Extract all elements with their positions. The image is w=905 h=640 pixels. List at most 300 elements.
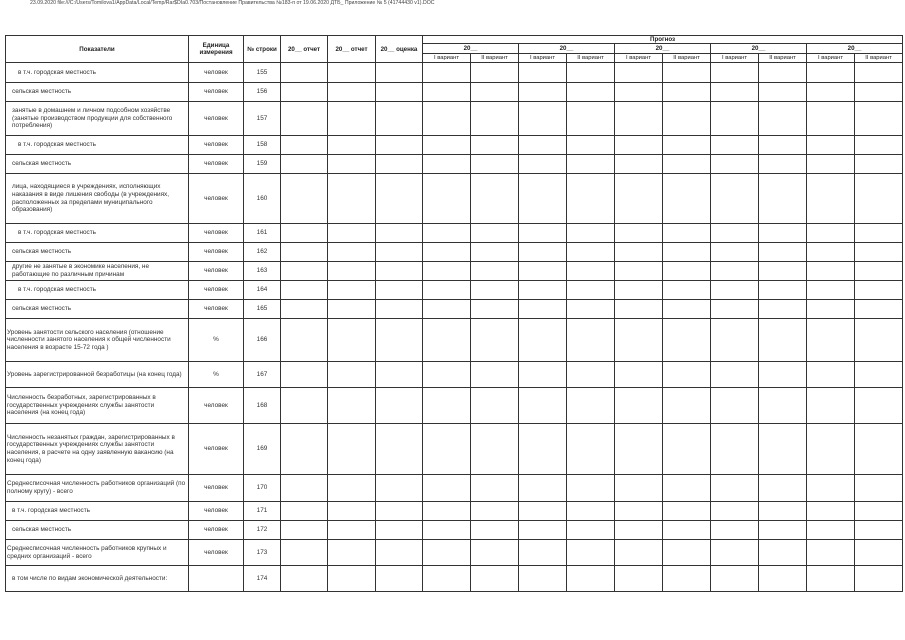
value-cell[interactable] <box>759 174 807 224</box>
value-cell[interactable] <box>663 224 711 243</box>
value-cell[interactable] <box>376 540 423 566</box>
value-cell[interactable] <box>663 243 711 262</box>
value-cell[interactable] <box>281 424 328 475</box>
row-line-number: 156 <box>244 83 281 102</box>
value-cell[interactable] <box>567 362 615 388</box>
value-cell[interactable] <box>855 475 903 502</box>
table-row <box>6 502 903 521</box>
value-cell[interactable] <box>376 102 423 136</box>
value-cell[interactable] <box>281 566 328 592</box>
value-cell[interactable] <box>519 475 567 502</box>
value-cell[interactable] <box>663 540 711 566</box>
value-cell[interactable] <box>423 388 471 424</box>
value-cell[interactable] <box>759 281 807 300</box>
value-cell[interactable] <box>519 63 567 83</box>
value-cell[interactable] <box>855 63 903 83</box>
row-line-number: 161 <box>244 224 281 243</box>
value-cell[interactable] <box>471 566 519 592</box>
value-cell[interactable] <box>376 262 423 281</box>
value-cell[interactable] <box>567 63 615 83</box>
value-cell[interactable] <box>807 262 855 281</box>
row-unit: человек <box>189 243 244 262</box>
value-cell[interactable] <box>328 540 376 566</box>
value-cell[interactable] <box>615 475 663 502</box>
value-cell[interactable] <box>615 388 663 424</box>
value-cell[interactable] <box>567 224 615 243</box>
value-cell[interactable] <box>663 521 711 540</box>
value-cell[interactable] <box>855 502 903 521</box>
value-cell[interactable] <box>807 281 855 300</box>
value-cell[interactable] <box>328 521 376 540</box>
value-cell[interactable] <box>519 319 567 362</box>
row-line-number: 164 <box>244 281 281 300</box>
value-cell[interactable] <box>759 566 807 592</box>
value-cell[interactable] <box>328 502 376 521</box>
row-unit: человек <box>189 224 244 243</box>
value-cell[interactable] <box>615 319 663 362</box>
value-cell[interactable] <box>855 362 903 388</box>
value-cell[interactable] <box>423 475 471 502</box>
value-cell[interactable] <box>711 174 759 224</box>
value-cell[interactable] <box>759 475 807 502</box>
value-cell[interactable] <box>759 102 807 136</box>
value-cell[interactable] <box>759 362 807 388</box>
value-cell[interactable] <box>376 319 423 362</box>
value-cell[interactable] <box>471 362 519 388</box>
value-cell[interactable] <box>519 540 567 566</box>
value-cell[interactable] <box>519 243 567 262</box>
value-cell[interactable] <box>711 521 759 540</box>
value-cell[interactable] <box>471 502 519 521</box>
value-cell[interactable] <box>807 566 855 592</box>
value-cell[interactable] <box>376 521 423 540</box>
value-cell[interactable] <box>711 155 759 174</box>
value-cell[interactable] <box>471 243 519 262</box>
value-cell[interactable] <box>328 174 376 224</box>
row-unit: человек <box>189 300 244 319</box>
row-unit: человек <box>189 424 244 475</box>
value-cell[interactable] <box>281 83 328 102</box>
value-cell[interactable] <box>423 502 471 521</box>
value-cell[interactable] <box>567 136 615 155</box>
value-cell[interactable] <box>759 388 807 424</box>
value-cell[interactable] <box>807 83 855 102</box>
value-cell[interactable] <box>663 83 711 102</box>
value-cell[interactable] <box>471 63 519 83</box>
value-cell[interactable] <box>423 319 471 362</box>
value-cell[interactable] <box>663 502 711 521</box>
table-row <box>6 362 903 388</box>
value-cell[interactable] <box>519 521 567 540</box>
value-cell[interactable] <box>711 262 759 281</box>
value-cell[interactable] <box>281 102 328 136</box>
value-cell[interactable] <box>328 102 376 136</box>
value-cell[interactable] <box>471 424 519 475</box>
value-cell[interactable] <box>663 174 711 224</box>
value-cell[interactable] <box>376 83 423 102</box>
value-cell[interactable] <box>423 102 471 136</box>
value-cell[interactable] <box>855 300 903 319</box>
value-cell[interactable] <box>519 362 567 388</box>
value-cell[interactable] <box>615 243 663 262</box>
header-report-2: 20__ отчет <box>328 36 376 63</box>
value-cell[interactable] <box>519 174 567 224</box>
value-cell[interactable] <box>471 224 519 243</box>
value-cell[interactable] <box>471 300 519 319</box>
value-cell[interactable] <box>711 281 759 300</box>
table-row <box>6 136 903 155</box>
value-cell[interactable] <box>519 424 567 475</box>
value-cell[interactable] <box>759 502 807 521</box>
value-cell[interactable] <box>759 224 807 243</box>
row-indicator-name: сельская местность <box>6 83 189 102</box>
row-line-number: 170 <box>244 475 281 502</box>
value-cell[interactable] <box>328 475 376 502</box>
header-variant-2: II вариант <box>471 54 519 63</box>
value-cell[interactable] <box>519 102 567 136</box>
value-cell[interactable] <box>711 136 759 155</box>
value-cell[interactable] <box>711 102 759 136</box>
value-cell[interactable] <box>711 424 759 475</box>
value-cell[interactable] <box>663 475 711 502</box>
row-indicator-name: Среднесписочная численность работников организаций (по полному кругу) - всего <box>6 475 189 502</box>
value-cell[interactable] <box>376 475 423 502</box>
value-cell[interactable] <box>615 521 663 540</box>
value-cell[interactable] <box>711 566 759 592</box>
value-cell[interactable] <box>855 155 903 174</box>
value-cell[interactable] <box>807 362 855 388</box>
value-cell[interactable] <box>471 102 519 136</box>
value-cell[interactable] <box>281 243 328 262</box>
value-cell[interactable] <box>567 155 615 174</box>
value-cell[interactable] <box>855 319 903 362</box>
value-cell[interactable] <box>663 319 711 362</box>
table-header <box>6 36 903 63</box>
value-cell[interactable] <box>567 566 615 592</box>
value-cell[interactable] <box>663 63 711 83</box>
table-row <box>6 424 903 475</box>
value-cell[interactable] <box>807 136 855 155</box>
value-cell[interactable] <box>376 388 423 424</box>
value-cell[interactable] <box>807 540 855 566</box>
value-cell[interactable] <box>471 319 519 362</box>
value-cell[interactable] <box>807 388 855 424</box>
value-cell[interactable] <box>711 540 759 566</box>
value-cell[interactable] <box>281 224 328 243</box>
value-cell[interactable] <box>423 155 471 174</box>
value-cell[interactable] <box>711 63 759 83</box>
value-cell[interactable] <box>423 424 471 475</box>
value-cell[interactable] <box>807 155 855 174</box>
value-cell[interactable] <box>615 174 663 224</box>
value-cell[interactable] <box>471 174 519 224</box>
value-cell[interactable] <box>519 502 567 521</box>
value-cell[interactable] <box>615 83 663 102</box>
value-cell[interactable] <box>519 136 567 155</box>
value-cell[interactable] <box>615 566 663 592</box>
value-cell[interactable] <box>855 388 903 424</box>
value-cell[interactable] <box>281 300 328 319</box>
value-cell[interactable] <box>376 566 423 592</box>
value-cell[interactable] <box>855 521 903 540</box>
value-cell[interactable] <box>423 281 471 300</box>
value-cell[interactable] <box>759 424 807 475</box>
value-cell[interactable] <box>281 174 328 224</box>
value-cell[interactable] <box>471 281 519 300</box>
value-cell[interactable] <box>663 136 711 155</box>
value-cell[interactable] <box>615 424 663 475</box>
value-cell[interactable] <box>807 224 855 243</box>
value-cell[interactable] <box>471 521 519 540</box>
value-cell[interactable] <box>423 362 471 388</box>
value-cell[interactable] <box>855 566 903 592</box>
value-cell[interactable] <box>807 475 855 502</box>
value-cell[interactable] <box>376 174 423 224</box>
value-cell[interactable] <box>663 424 711 475</box>
value-cell[interactable] <box>663 388 711 424</box>
value-cell[interactable] <box>423 243 471 262</box>
value-cell[interactable] <box>281 262 328 281</box>
value-cell[interactable] <box>376 300 423 319</box>
value-cell[interactable] <box>615 300 663 319</box>
value-cell[interactable] <box>759 262 807 281</box>
value-cell[interactable] <box>328 243 376 262</box>
value-cell[interactable] <box>376 136 423 155</box>
value-cell[interactable] <box>281 319 328 362</box>
value-cell[interactable] <box>663 566 711 592</box>
value-cell[interactable] <box>663 102 711 136</box>
value-cell[interactable] <box>615 63 663 83</box>
value-cell[interactable] <box>711 319 759 362</box>
value-cell[interactable] <box>423 262 471 281</box>
row-indicator-name: другие не занятые в экономике населения, не работающие по различным причинам <box>6 262 189 281</box>
value-cell[interactable] <box>807 243 855 262</box>
row-unit: человек <box>189 262 244 281</box>
value-cell[interactable] <box>423 566 471 592</box>
value-cell[interactable] <box>423 136 471 155</box>
value-cell[interactable] <box>711 243 759 262</box>
row-unit: человек <box>189 63 244 83</box>
value-cell[interactable] <box>471 540 519 566</box>
value-cell[interactable] <box>807 63 855 83</box>
value-cell[interactable] <box>567 521 615 540</box>
value-cell[interactable] <box>567 424 615 475</box>
value-cell[interactable] <box>759 300 807 319</box>
value-cell[interactable] <box>567 502 615 521</box>
value-cell[interactable] <box>328 83 376 102</box>
value-cell[interactable] <box>567 540 615 566</box>
value-cell[interactable] <box>519 566 567 592</box>
value-cell[interactable] <box>567 102 615 136</box>
row-unit: человек <box>189 281 244 300</box>
value-cell[interactable] <box>471 155 519 174</box>
value-cell[interactable] <box>423 540 471 566</box>
value-cell[interactable] <box>855 262 903 281</box>
value-cell[interactable] <box>328 262 376 281</box>
value-cell[interactable] <box>328 63 376 83</box>
value-cell[interactable] <box>615 362 663 388</box>
value-cell[interactable] <box>281 136 328 155</box>
row-unit: человек <box>189 502 244 521</box>
value-cell[interactable] <box>281 362 328 388</box>
value-cell[interactable] <box>328 424 376 475</box>
value-cell[interactable] <box>855 174 903 224</box>
row-unit: человек <box>189 521 244 540</box>
file-path-line: 23.09.2020 file:///C:/Users/Tomilova1/AppData/Local/Temp/Rar$DIa0.703/Постановление Правительства №183-п от 19.06.2020 ДТБ_ Приложение № 5 (41744430 v1).DOC <box>30 0 435 6</box>
value-cell[interactable] <box>567 388 615 424</box>
value-cell[interactable] <box>281 281 328 300</box>
row-unit: человек <box>189 540 244 566</box>
value-cell[interactable] <box>615 502 663 521</box>
row-indicator-name: Уровень зарегистрированной безработицы (на конец года) <box>6 362 189 388</box>
value-cell[interactable] <box>423 300 471 319</box>
value-cell[interactable] <box>423 521 471 540</box>
row-line-number: 174 <box>244 566 281 592</box>
value-cell[interactable] <box>471 136 519 155</box>
value-cell[interactable] <box>663 155 711 174</box>
value-cell[interactable] <box>519 281 567 300</box>
header-variant-2: II вариант <box>567 54 615 63</box>
value-cell[interactable] <box>711 300 759 319</box>
table-row <box>6 319 903 362</box>
value-cell[interactable] <box>567 319 615 362</box>
value-cell[interactable] <box>281 475 328 502</box>
value-cell[interactable] <box>711 388 759 424</box>
value-cell[interactable] <box>663 362 711 388</box>
value-cell[interactable] <box>759 83 807 102</box>
value-cell[interactable] <box>663 262 711 281</box>
value-cell[interactable] <box>423 224 471 243</box>
value-cell[interactable] <box>519 224 567 243</box>
value-cell[interactable] <box>376 362 423 388</box>
value-cell[interactable] <box>759 319 807 362</box>
table-row <box>6 388 903 424</box>
value-cell[interactable] <box>807 102 855 136</box>
value-cell[interactable] <box>711 83 759 102</box>
value-cell[interactable] <box>376 63 423 83</box>
value-cell[interactable] <box>855 83 903 102</box>
row-line-number: 171 <box>244 502 281 521</box>
value-cell[interactable] <box>615 224 663 243</box>
value-cell[interactable] <box>567 262 615 281</box>
value-cell[interactable] <box>663 300 711 319</box>
value-cell[interactable] <box>328 300 376 319</box>
value-cell[interactable] <box>376 424 423 475</box>
value-cell[interactable] <box>759 243 807 262</box>
value-cell[interactable] <box>328 155 376 174</box>
header-year: 20__ <box>711 44 807 54</box>
value-cell[interactable] <box>855 281 903 300</box>
value-cell[interactable] <box>567 300 615 319</box>
value-cell[interactable] <box>281 388 328 424</box>
value-cell[interactable] <box>615 155 663 174</box>
value-cell[interactable] <box>855 540 903 566</box>
value-cell[interactable] <box>471 83 519 102</box>
value-cell[interactable] <box>471 475 519 502</box>
header-variant-1: I вариант <box>615 54 663 63</box>
value-cell[interactable] <box>855 224 903 243</box>
value-cell[interactable] <box>519 300 567 319</box>
header-variant-1: I вариант <box>807 54 855 63</box>
value-cell[interactable] <box>328 136 376 155</box>
value-cell[interactable] <box>281 502 328 521</box>
value-cell[interactable] <box>615 136 663 155</box>
value-cell[interactable] <box>807 502 855 521</box>
value-cell[interactable] <box>519 155 567 174</box>
value-cell[interactable] <box>328 362 376 388</box>
value-cell[interactable] <box>519 262 567 281</box>
value-cell[interactable] <box>615 281 663 300</box>
value-cell[interactable] <box>711 502 759 521</box>
value-cell[interactable] <box>471 388 519 424</box>
value-cell[interactable] <box>567 174 615 224</box>
value-cell[interactable] <box>807 300 855 319</box>
value-cell[interactable] <box>759 521 807 540</box>
value-cell[interactable] <box>519 388 567 424</box>
value-cell[interactable] <box>423 63 471 83</box>
value-cell[interactable] <box>807 174 855 224</box>
value-cell[interactable] <box>759 63 807 83</box>
value-cell[interactable] <box>663 281 711 300</box>
value-cell[interactable] <box>281 540 328 566</box>
value-cell[interactable] <box>423 174 471 224</box>
value-cell[interactable] <box>855 243 903 262</box>
row-line-number: 163 <box>244 262 281 281</box>
value-cell[interactable] <box>423 83 471 102</box>
value-cell[interactable] <box>376 281 423 300</box>
value-cell[interactable] <box>855 424 903 475</box>
value-cell[interactable] <box>281 63 328 83</box>
value-cell[interactable] <box>807 521 855 540</box>
value-cell[interactable] <box>807 319 855 362</box>
value-cell[interactable] <box>711 475 759 502</box>
value-cell[interactable] <box>281 521 328 540</box>
value-cell[interactable] <box>759 155 807 174</box>
value-cell[interactable] <box>615 102 663 136</box>
value-cell[interactable] <box>471 262 519 281</box>
value-cell[interactable] <box>567 475 615 502</box>
header-unit: Единица измерения <box>189 36 244 63</box>
value-cell[interactable] <box>567 281 615 300</box>
value-cell[interactable] <box>567 83 615 102</box>
value-cell[interactable] <box>615 262 663 281</box>
value-cell[interactable] <box>281 155 328 174</box>
value-cell[interactable] <box>328 566 376 592</box>
value-cell[interactable] <box>376 155 423 174</box>
value-cell[interactable] <box>328 224 376 243</box>
value-cell[interactable] <box>711 224 759 243</box>
value-cell[interactable] <box>328 281 376 300</box>
value-cell[interactable] <box>711 362 759 388</box>
header-variant-2: II вариант <box>855 54 903 63</box>
row-unit: человек <box>189 102 244 136</box>
table-row <box>6 566 903 592</box>
value-cell[interactable] <box>376 243 423 262</box>
value-cell[interactable] <box>567 243 615 262</box>
value-cell[interactable] <box>759 540 807 566</box>
value-cell[interactable] <box>376 224 423 243</box>
value-cell[interactable] <box>328 319 376 362</box>
value-cell[interactable] <box>328 388 376 424</box>
value-cell[interactable] <box>519 83 567 102</box>
value-cell[interactable] <box>855 136 903 155</box>
header-year: 20__ <box>423 44 519 54</box>
value-cell[interactable] <box>615 540 663 566</box>
value-cell[interactable] <box>759 136 807 155</box>
value-cell[interactable] <box>807 424 855 475</box>
value-cell[interactable] <box>376 502 423 521</box>
value-cell[interactable] <box>855 102 903 136</box>
